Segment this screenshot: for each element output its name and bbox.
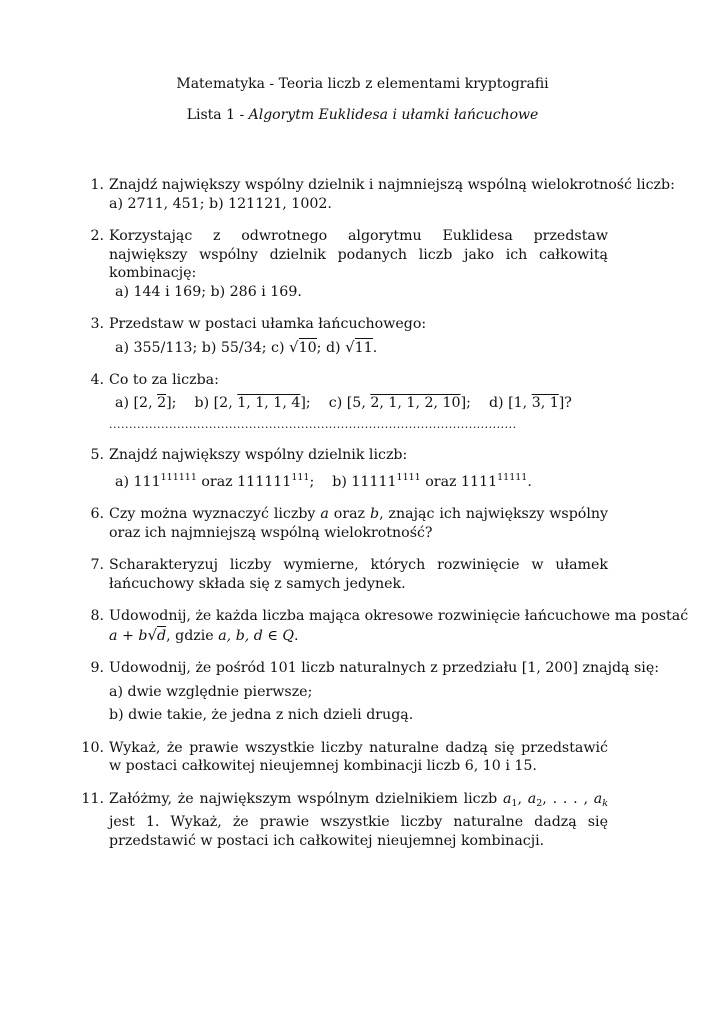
- part-c: c) [5, 2, 1, 1, 2, 10];: [328, 394, 471, 411]
- problem-parts: a) 144 i 169; b) 286 i 169.: [115, 283, 302, 300]
- problem-number: 3.: [90, 316, 104, 332]
- problem-text: Wykaż, że prawie wszystkie liczby naturalne dadzą się przedstawić w postaci całkowitej nieujemnej kombinacji liczb 6, 10 i 15.: [109, 739, 608, 774]
- problem-4: [80, 371, 608, 432]
- problem-parts: [109, 338, 608, 358]
- problem-number: 5.: [90, 447, 104, 463]
- problem-9: [80, 659, 660, 725]
- subproblem-a: a) dwie względnie pierwsze;: [109, 683, 313, 700]
- problem-number: 9.: [90, 660, 104, 676]
- part-b: b) [2, 1, 1, 1, 4];: [194, 394, 311, 411]
- problem-list: [80, 176, 689, 864]
- problem-number: 11.: [81, 790, 104, 807]
- part-d: d) [1, 3, 1]?: [488, 394, 572, 411]
- problem-7: [80, 556, 608, 593]
- problem-number: 10.: [81, 739, 104, 756]
- problem-text: Co to za liczba:: [109, 372, 219, 388]
- sqrt-10: √10: [289, 337, 317, 356]
- sqrt-11: √11: [345, 337, 373, 356]
- problem-parts: a) 2711, 451; b) 121121, 1002.: [109, 195, 332, 212]
- problem-number: 2.: [90, 228, 104, 244]
- subtitle-prefix: Lista 1 -: [186, 107, 249, 123]
- problem-formula: a + b√d, gdzie a, b, d ∈ Q.: [109, 625, 299, 644]
- document-title: Matematyka - Teoria liczb z elementami kryptografii: [176, 76, 549, 92]
- problem-text: Znajdź największy wspólny dzielnik liczb:: [109, 447, 408, 463]
- part-text: .: [372, 339, 378, 356]
- problem-text: Czy można wyznaczyć liczby a oraz b, znając ich największy wspólny oraz ich najmniejszą wspólną wielokrotność?: [109, 506, 609, 541]
- problem-text: Udowodnij, że pośród 101 liczb naturalnych z przedziału [1, 200] znajdą się:: [109, 660, 660, 676]
- sqrt-d: √d: [147, 625, 167, 644]
- problem-parts: [109, 394, 608, 413]
- part-text: a) 355/113; b) 55/34; c): [115, 339, 290, 356]
- problem-number: 7.: [90, 557, 104, 573]
- subproblem-b: b) dwie takie, że jedna z nich dzieli drugą.: [109, 707, 414, 723]
- problem-parts: [109, 469, 608, 492]
- problem-number: 6.: [90, 506, 104, 522]
- part-b: b) $11111^{1111}$ oraz $1111^{11111}$.: [332, 471, 532, 490]
- problem-text: Udowodnij, że każda liczba mająca okresowe rozwinięcie łańcuchowe ma postać: [109, 608, 689, 624]
- problem-text: Załóżmy, że największym wspólnym dzielnikiem liczb $a_1$, $a_2$, . . . , $a_k$ jest 1. Wykaż, że prawie wszystkie liczby naturalne dadzą się przedstawić w postaci ich całkowitej nieujemnej kombinacji.: [109, 790, 608, 849]
- problem-8: [80, 607, 689, 645]
- problem-2: [80, 227, 608, 301]
- part-a: a) $111^{111111}$ oraz 111111$^{111}$;: [115, 471, 315, 490]
- problem-1: [80, 176, 675, 213]
- problem-text: Znajdź największy wspólny dzielnik i najmniejszą wspólną wielokrotność liczb:: [109, 177, 675, 193]
- dotted-separator: ......................................................................................................: [109, 418, 517, 431]
- problem-number: 1.: [90, 177, 104, 193]
- problem-text: Scharakteryzuj liczby wymierne, których rozwinięcie w ułamek łańcuchowy składa się z samych jedynek.: [109, 557, 608, 592]
- problem-3: [80, 315, 608, 357]
- problem-text: Przedstaw w postaci ułamka łańcuchowego:: [109, 316, 427, 332]
- part-text: ; d): [316, 339, 346, 356]
- problem-10: [80, 739, 608, 776]
- problem-11: [80, 790, 608, 851]
- problem-6: [80, 505, 608, 542]
- subtitle-topic: Algorytm Euklidesa i ułamki łańcuchowe: [248, 107, 539, 123]
- problem-text: Korzystając z odwrotnego algorytmu Euklidesa przedstaw największy wspólny dzielnik podanych liczb jako ich całkowitą kombinację:: [109, 228, 608, 281]
- part-a: a) [2, 2];: [115, 394, 177, 411]
- problem-number: 8.: [90, 608, 104, 624]
- problem-5: [80, 446, 608, 491]
- document-subtitle: [0, 107, 725, 123]
- problem-number: 4.: [90, 372, 104, 388]
